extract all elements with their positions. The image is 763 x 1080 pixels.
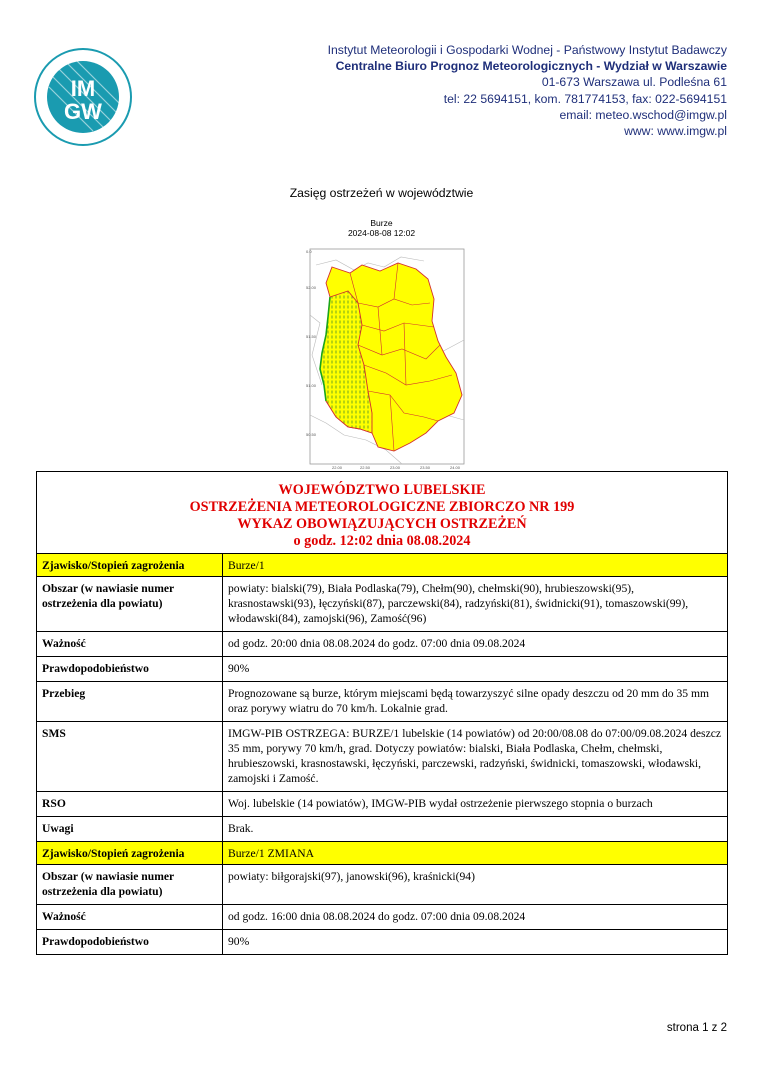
header-website: www: www.imgw.pl xyxy=(624,124,727,139)
row-key: Ważność xyxy=(37,632,223,657)
map-datetime: 2024-08-08 12:02 xyxy=(347,228,416,238)
row-value: Burze/1 xyxy=(223,554,728,577)
corner-label: 0.0 xyxy=(306,249,312,254)
heading-issue-time: o godz. 12:02 dnia 08.08.2024 xyxy=(293,533,471,549)
table-heading xyxy=(37,472,728,554)
row-key: Uwagi xyxy=(37,817,223,842)
row-key: Ważność xyxy=(37,905,223,930)
row-value: Prognozowane są burze, którym miejscami będą towarzyszyć silne opady deszczu od 20 mm do 35 mm oraz porywy wiatru do 70 km/h. Lokalnie grad. xyxy=(223,682,728,722)
row-key: RSO xyxy=(37,792,223,817)
header-institute-name: Instytut Meteorologii i Gospodarki Wodnej - Państwowy Instytut Badawczy xyxy=(327,43,727,57)
header-phone: tel: 22 5694151, kom. 781774153, fax: 022-5694151 xyxy=(443,91,727,106)
map-phenomenon: Burze xyxy=(370,218,393,228)
page-number: strona 1 z 2 xyxy=(666,1022,727,1034)
row-value: od godz. 16:00 dnia 08.08.2024 do godz. 07:00 dnia 09.08.2024 xyxy=(223,905,728,930)
lat-label: 50.50 xyxy=(306,432,317,437)
heading-voivodeship: WOJEWÓDZTWO LUBELSKIE xyxy=(278,482,486,498)
row-key: Prawdopodobieństwo xyxy=(37,657,223,682)
header-email: email: meteo.wschod@imgw.pl xyxy=(559,107,727,122)
row-value: 90% xyxy=(223,930,728,955)
row-value: powiaty: bialski(79), Biała Podlaska(79), Chełm(90), chełmski(90), hrubieszowski(95), krasnostawski(93), łęczyński(87), parczewski(84), radzyński(81), świdnicki(91), tomaszowski(99), włodawski(84), zamojski(96), Zamość(96) xyxy=(223,577,728,632)
row-value: powiaty: biłgorajski(97), janowski(96), kraśnicki(94) xyxy=(223,865,728,905)
institute-header xyxy=(328,42,727,139)
table-row xyxy=(37,577,728,632)
heading-list-title: WYKAZ OBOWIĄZUJĄCYCH OSTRZEŻEŃ xyxy=(237,516,527,532)
row-key: SMS xyxy=(37,722,223,792)
lon-label: 24.00 xyxy=(450,465,461,470)
table-row xyxy=(37,554,728,577)
table-row xyxy=(37,682,728,722)
row-key: Zjawisko/Stopień zagrożenia xyxy=(37,554,223,577)
row-value: od godz. 20:00 dnia 08.08.2024 do godz. 07:00 dnia 09.08.2024 xyxy=(223,632,728,657)
table-row xyxy=(37,865,728,905)
logo-text-bottom: GW xyxy=(64,99,102,124)
map-section-title: Zasięg ostrzeżeń w województwie xyxy=(289,186,474,200)
logo-text-top: IM xyxy=(70,76,96,101)
table-row xyxy=(37,930,728,955)
row-key: Obszar (w nawiasie numer ostrzeżenia dla powiatu) xyxy=(37,577,223,632)
table-row xyxy=(37,817,728,842)
lon-label: 22.50 xyxy=(360,465,371,470)
row-key: Prawdopodobieństwo xyxy=(37,930,223,955)
row-value: IMGW-PIB OSTRZEGA: BURZE/1 lubelskie (14 powiatów) od 20:00/08.08 do 07:00/09.08.2024 deszcz 35 mm, porywy 70 km/h, grad. Dotyczy powiatów: bialski, Biała Podlaska, Chełm, chełmski, hrubieszowski, krasnostawski, łęczyński, parczewski, radzyński, świdnicki, tomaszowski, włodawski, zamojski i Zamość. xyxy=(223,722,728,792)
table-row xyxy=(37,632,728,657)
lon-label: 22.00 xyxy=(332,465,343,470)
table-row xyxy=(37,792,728,817)
header-address: 01-673 Warszawa ul. Podleśna 61 xyxy=(541,75,727,90)
lat-label: 51.50 xyxy=(306,334,317,339)
warning-map xyxy=(306,245,466,470)
table-row xyxy=(37,657,728,682)
row-key: Zjawisko/Stopień zagrożenia xyxy=(37,842,223,865)
table-row xyxy=(37,905,728,930)
table-row xyxy=(37,722,728,792)
heading-bulletin-number: OSTRZEŻENIA METEOROLOGICZNE ZBIORCZO NR 199 xyxy=(189,499,575,515)
table-row xyxy=(37,842,728,865)
row-key: Przebieg xyxy=(37,682,223,722)
lat-label: 52.00 xyxy=(306,285,317,290)
lon-label: 23.50 xyxy=(420,465,431,470)
row-value: Burze/1 ZMIANA xyxy=(223,842,728,865)
map-caption xyxy=(0,218,763,238)
lat-label: 51.00 xyxy=(306,383,317,388)
warnings-table xyxy=(36,471,728,955)
lon-label: 23.00 xyxy=(390,465,401,470)
imgw-logo xyxy=(33,47,133,147)
row-key: Obszar (w nawiasie numer ostrzeżenia dla powiatu) xyxy=(37,865,223,905)
row-value: 90% xyxy=(223,657,728,682)
row-value: Woj. lubelskie (14 powiatów), IMGW-PIB wydał ostrzeżenie pierwszego stopnia o burzach xyxy=(223,792,728,817)
row-value: Brak. xyxy=(223,817,728,842)
header-office-name: Centralne Biuro Prognoz Meteorologicznych - Wydział w Warszawie xyxy=(335,59,727,74)
